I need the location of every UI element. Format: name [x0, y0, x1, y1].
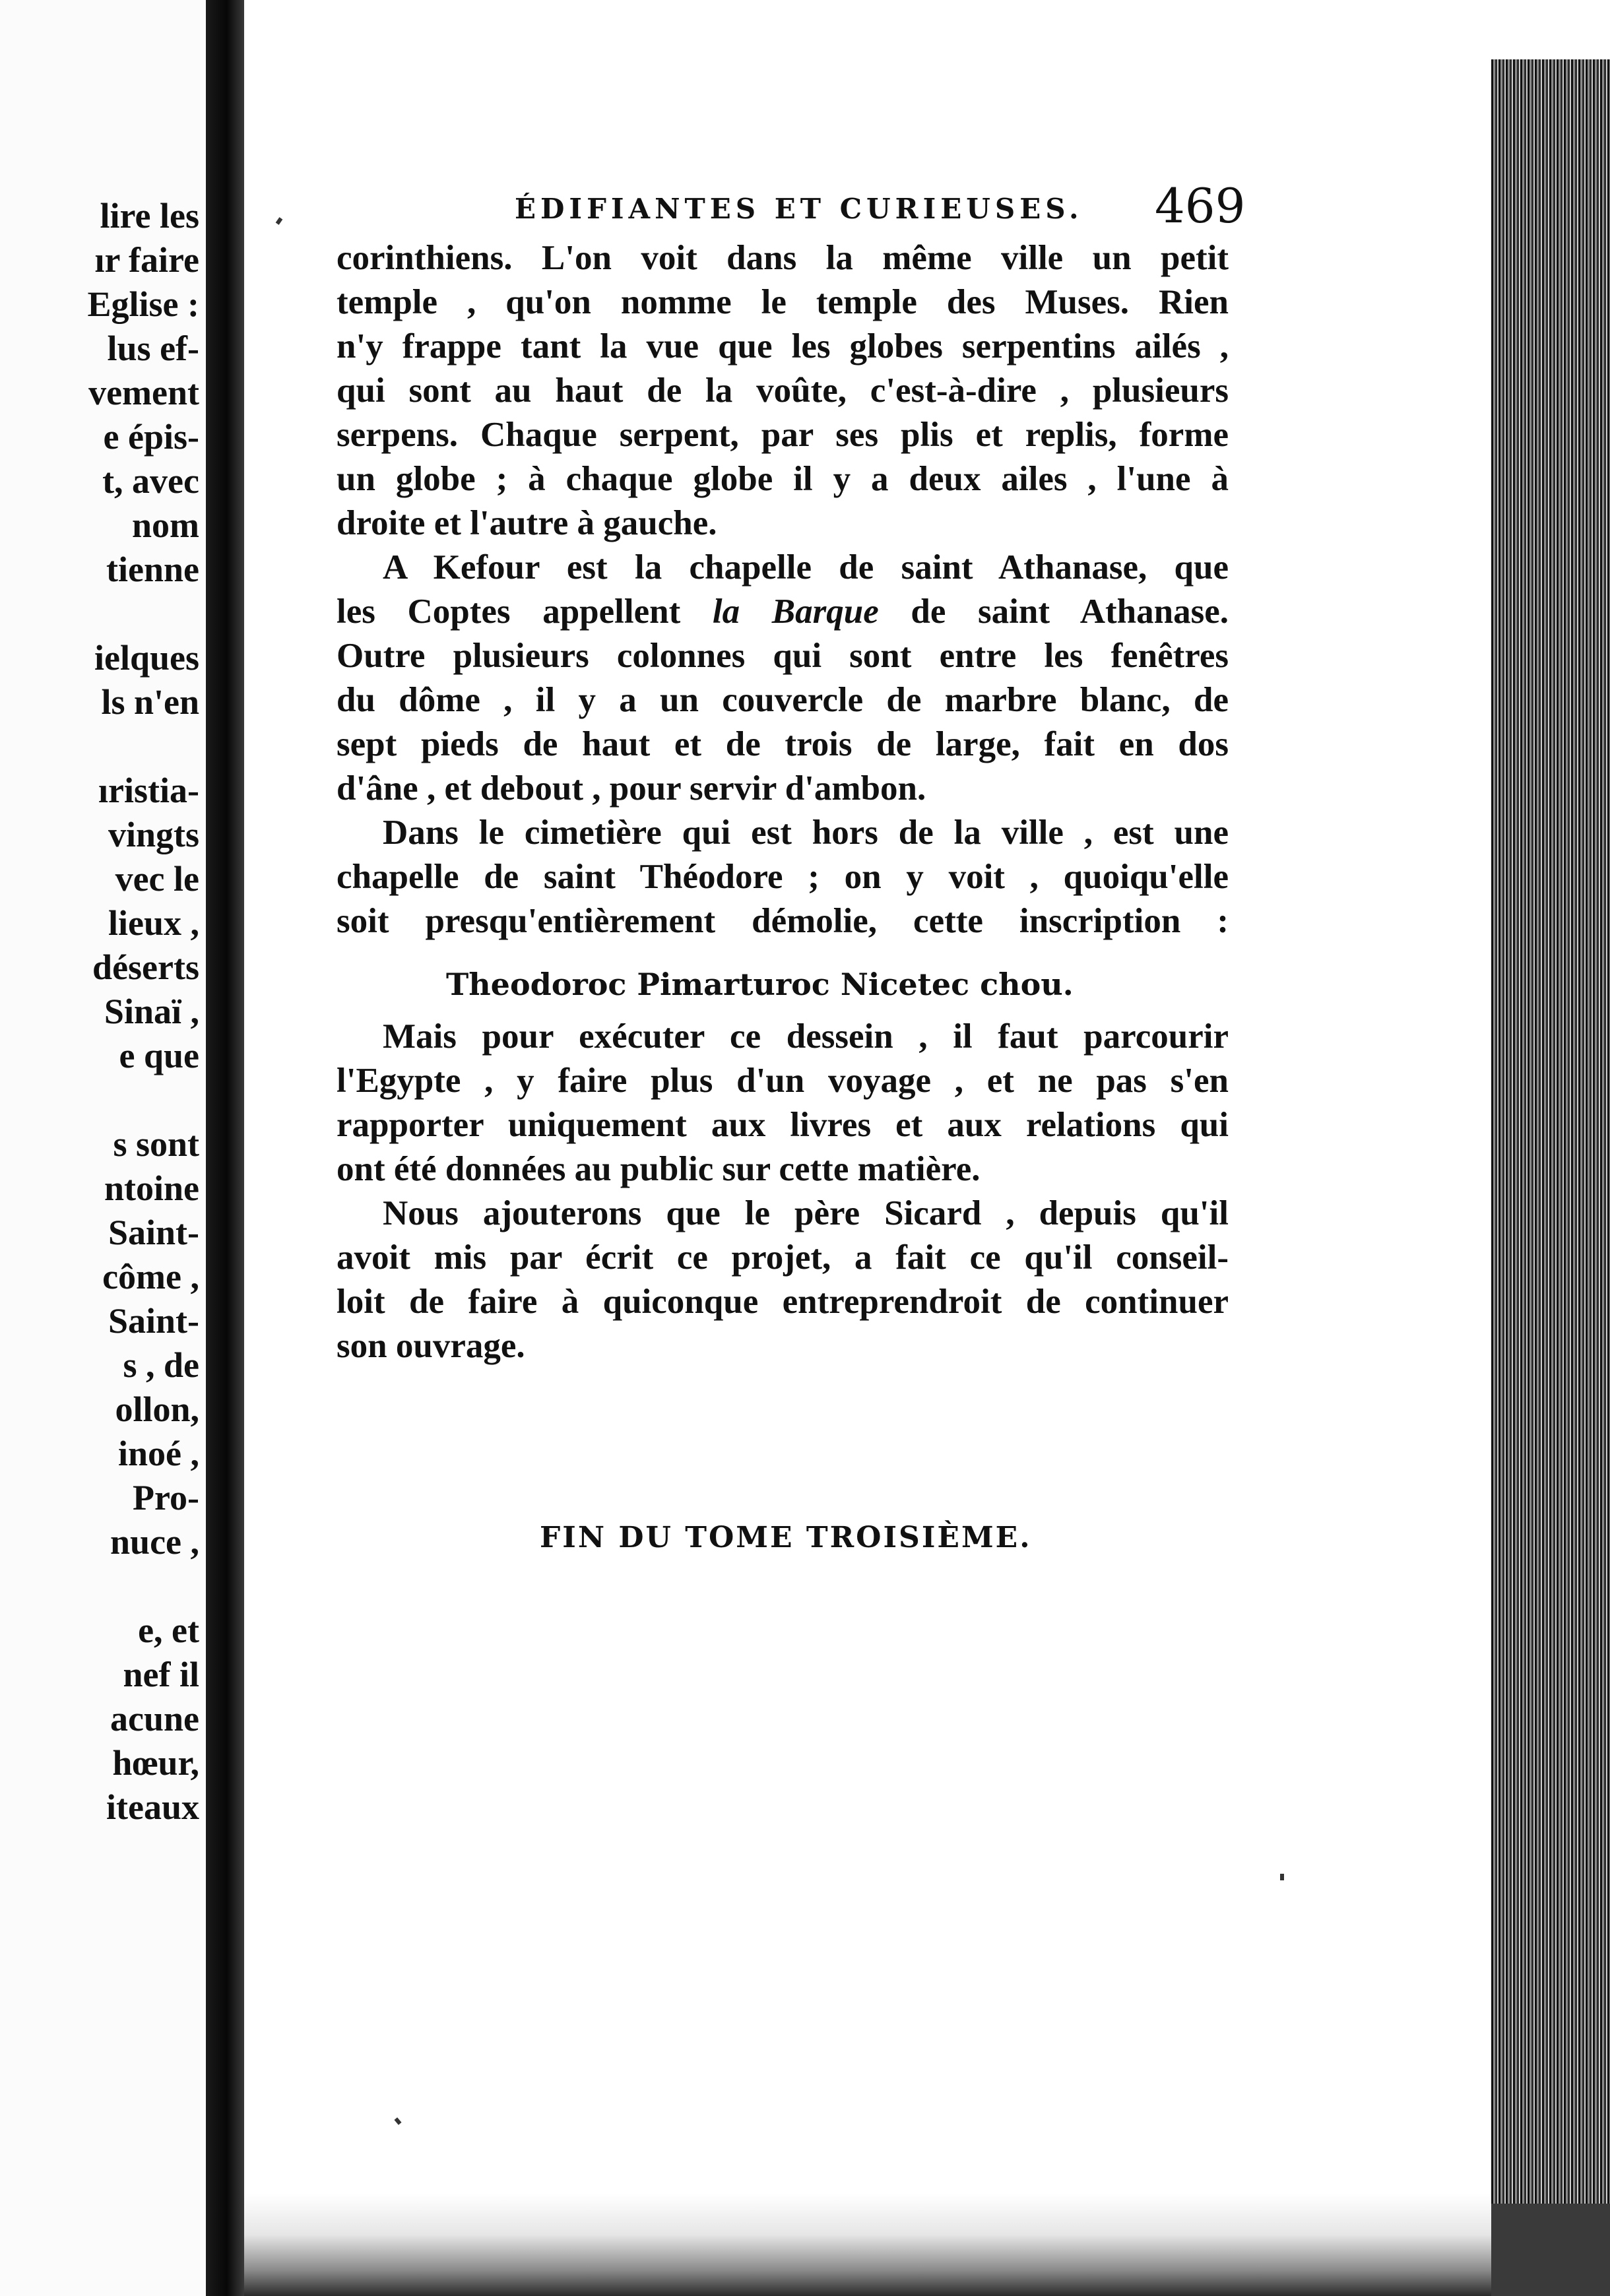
text-line: du dôme , il y a un couvercle de marbre blanc, de: [337, 681, 1229, 719]
text-line: temple , qu'on nomme le temple des Muses. Rien: [337, 283, 1229, 321]
running-head: ÉDIFIANTES ET CURIEUSES.: [515, 193, 1083, 225]
facing-page-line: lire les: [100, 196, 199, 236]
facing-page-line: tienne: [106, 550, 199, 589]
facing-page-line: Saint-: [108, 1301, 199, 1341]
page-bottom-shadow: [244, 2194, 1491, 2296]
paper-speck: [1280, 1874, 1284, 1880]
facing-page-line: nom: [131, 505, 199, 545]
text-line: sept pieds de haut et de trois de large, fait en dos: [337, 725, 1229, 763]
barque-prefix: les Coptes appellent: [337, 592, 713, 631]
facing-page-line: ls n'en: [101, 682, 199, 722]
text-line: avoit mis par écrit ce projet, a fait ce qu'il conseil-: [337, 1238, 1229, 1277]
facing-page-line: ıristia-: [98, 771, 199, 810]
text-line: n'y frappe tant la vue que les globes serpentins ailés ,: [337, 327, 1229, 366]
facing-page-line: Saint-: [108, 1213, 199, 1252]
facing-page-line: nuce ,: [110, 1522, 199, 1562]
facing-page-line: ır faire: [94, 240, 199, 280]
text-line: Dans le cimetière qui est hors de la ville , est une: [383, 813, 1229, 852]
text-line: chapelle de saint Théodore ; on y voit , quoiqu'elle: [337, 858, 1229, 896]
text-line: droite et l'autre à gauche.: [337, 504, 717, 542]
text-line: soit presqu'entièrement démolie, cette inscription :: [337, 902, 1229, 940]
text-line: A Kefour est la chapelle de saint Athanase, que: [383, 548, 1229, 587]
facing-page-line: ielques: [94, 638, 199, 678]
facing-page-line: e que: [119, 1036, 199, 1075]
facing-page-line: côme ,: [102, 1257, 199, 1296]
page-number: 469: [1155, 178, 1246, 234]
text-line: ont été données au public sur cette matière.: [337, 1150, 981, 1188]
facing-page-line: e épis-: [103, 417, 199, 457]
text-line: l'Egypte , y faire plus d'un voyage , et ne pas s'en: [337, 1062, 1229, 1100]
facing-page-line: déserts: [92, 947, 199, 987]
facing-page-line: vingts: [108, 815, 199, 854]
facing-page-line: lieux ,: [108, 903, 199, 943]
page-fore-edge: [1491, 59, 1610, 2204]
text-line-barque: [337, 594, 1229, 629]
text-line: serpens. Chaque serpent, par ses plis et replis, forme: [337, 416, 1229, 454]
facing-page-line: Eglise :: [87, 284, 199, 324]
facing-page-line: Sinaï ,: [104, 992, 199, 1031]
barque-suffix: de saint Athanase.: [911, 592, 1229, 631]
facing-page-line: s , de: [123, 1345, 199, 1385]
facing-page-line: vec le: [115, 859, 199, 899]
text-line: loit de faire à quiconque entreprendroit de continuer: [337, 1283, 1229, 1321]
text-line: son ouvrage.: [337, 1327, 525, 1365]
facing-page-line: s sont: [113, 1124, 199, 1164]
facing-page-line: vement: [88, 373, 199, 412]
fore-edge-bottom: [1491, 2204, 1610, 2296]
barque-italic: la Barque: [712, 592, 879, 631]
facing-page-left: [0, 0, 206, 2296]
coptic-inscription: Theodoroc Pimarturoc Nicetec chou.: [446, 967, 1074, 1002]
facing-page-line: acune: [110, 1699, 199, 1738]
fore-edge-top: [1491, 0, 1610, 59]
facing-page-line: e, et: [138, 1610, 199, 1650]
text-line: rapporter uniquement aux livres et aux relations qui: [337, 1106, 1229, 1144]
facing-page-line: iteaux: [106, 1787, 199, 1827]
facing-page-line: ollon,: [115, 1389, 199, 1429]
text-line: d'âne , et debout , pour servir d'ambon.: [337, 769, 926, 808]
end-of-volume-note: FIN DU TOME TROISIÈME.: [540, 1521, 1032, 1554]
book-gutter: [206, 0, 244, 2296]
facing-page-line: hœur,: [112, 1743, 199, 1783]
text-line: Outre plusieurs colonnes qui sont entre les fenêtres: [337, 637, 1229, 675]
facing-page-line: t, avec: [102, 461, 199, 501]
facing-page-line: Pro-: [133, 1478, 199, 1517]
facing-page-line: nef il: [123, 1655, 199, 1694]
text-line: Mais pour exécuter ce dessein , il faut parcourir: [383, 1017, 1229, 1056]
text-line: corinthiens. L'on voit dans la même ville un petit: [337, 239, 1229, 277]
text-line: Nous ajouterons que le père Sicard , depuis qu'il: [383, 1194, 1229, 1232]
facing-page-line: ntoine: [104, 1168, 199, 1208]
facing-page-line: inoé ,: [117, 1434, 199, 1473]
facing-page-line: lus ef-: [107, 329, 199, 368]
text-line: un globe ; à chaque globe il y a deux ailes , l'une à: [337, 460, 1229, 498]
text-line: qui sont au haut de la voûte, c'est-à-dire , plusieurs: [337, 371, 1229, 410]
